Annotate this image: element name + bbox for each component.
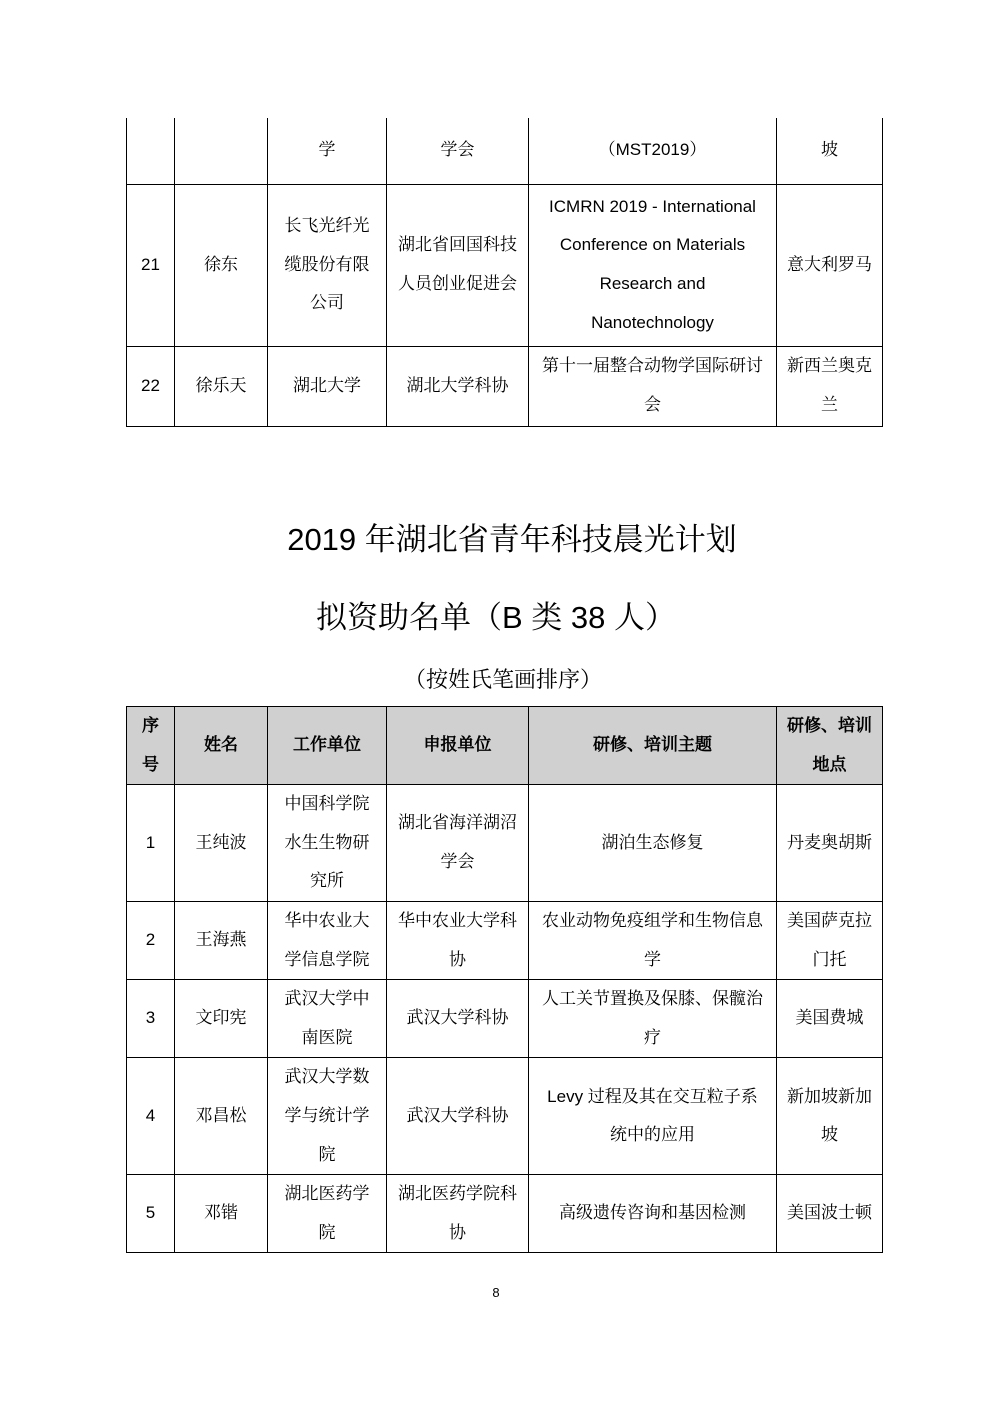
cell-location: 美国费城 — [777, 980, 883, 1058]
cell-location: 美国萨克拉门托 — [777, 901, 883, 979]
cell-applicant-unit: 学会 — [387, 118, 529, 184]
cell-no: 2 — [127, 901, 175, 979]
section-subtitle: （按姓氏笔画排序） — [403, 667, 602, 692]
cell-no: 21 — [127, 184, 175, 346]
cell-applicant-unit: 湖北省海洋湖沼学会 — [387, 785, 529, 902]
cell-topic: 第十一届整合动物学国际研讨会 — [529, 346, 777, 426]
table-row — [127, 901, 883, 979]
cell-topic: （MST2019） — [529, 118, 777, 184]
cell-location: 新西兰奥克兰 — [777, 346, 883, 426]
cell-applicant-unit: 武汉大学科协 — [387, 980, 529, 1058]
table-row — [127, 980, 883, 1058]
cell-name: 徐东 — [175, 184, 268, 346]
cell-no: 3 — [127, 980, 175, 1058]
table-row — [127, 118, 883, 184]
cell-topic: 湖泊生态修复 — [529, 785, 777, 902]
page-number: 8 — [492, 1285, 500, 1300]
cell-no — [127, 118, 175, 184]
cell-name: 徐乐天 — [175, 346, 268, 426]
cell-topic: 人工关节置换及保膝、保髋治疗 — [529, 980, 777, 1058]
header-name: 姓名 — [175, 707, 268, 785]
table-row — [127, 1058, 883, 1175]
header-no: 序号 — [127, 707, 175, 785]
cell-location: 新加坡新加坡 — [777, 1058, 883, 1175]
cell-work-unit: 中国科学院水生生物研究所 — [268, 785, 387, 902]
table-row — [127, 346, 883, 426]
header-work-unit: 工作单位 — [268, 707, 387, 785]
table-row — [127, 1175, 883, 1253]
continued-table — [126, 118, 883, 427]
cell-location: 丹麦奥胡斯 — [777, 785, 883, 902]
cell-applicant-unit: 华中农业大学科协 — [387, 901, 529, 979]
cell-topic: 农业动物免疫组学和生物信息学 — [529, 901, 777, 979]
cell-location: 美国波士顿 — [777, 1175, 883, 1253]
cell-name: 王纯波 — [175, 785, 268, 902]
cell-no: 22 — [127, 346, 175, 426]
header-location: 研修、培训地点 — [777, 707, 883, 785]
grant-list-table — [126, 706, 883, 1253]
cell-topic: 高级遗传咨询和基因检测 — [529, 1175, 777, 1253]
cell-work-unit: 华中农业大学信息学院 — [268, 901, 387, 979]
cell-name — [175, 118, 268, 184]
header-applicant-unit: 申报单位 — [387, 707, 529, 785]
cell-topic: ICMRN 2019 - International Conference on Materials Research and Nanotechnology — [529, 184, 777, 346]
cell-work-unit: 湖北医药学院 — [268, 1175, 387, 1253]
header-topic: 研修、培训主题 — [529, 707, 777, 785]
cell-location: 意大利罗马 — [777, 184, 883, 346]
cell-work-unit: 武汉大学中南医院 — [268, 980, 387, 1058]
cell-name: 邓锴 — [175, 1175, 268, 1253]
cell-applicant-unit: 湖北医药学院科协 — [387, 1175, 529, 1253]
cell-no: 4 — [127, 1058, 175, 1175]
cell-work-unit: 学 — [268, 118, 387, 184]
cell-topic: Levy 过程及其在交互粒子系统中的应用 — [529, 1058, 777, 1175]
section-title-line1: 2019 年湖北省青年科技晨光计划 — [287, 522, 737, 557]
cell-work-unit: 长飞光纤光缆股份有限公司 — [268, 184, 387, 346]
cell-location: 坡 — [777, 118, 883, 184]
cell-applicant-unit: 湖北大学科协 — [387, 346, 529, 426]
cell-work-unit: 湖北大学 — [268, 346, 387, 426]
cell-name: 王海燕 — [175, 901, 268, 979]
cell-name: 文印宪 — [175, 980, 268, 1058]
cell-no: 5 — [127, 1175, 175, 1253]
cell-applicant-unit: 武汉大学科协 — [387, 1058, 529, 1175]
cell-name: 邓昌松 — [175, 1058, 268, 1175]
section-title-line2: 拟资助名单（B 类 38 人） — [316, 600, 676, 635]
table-row — [127, 184, 883, 346]
cell-no: 1 — [127, 785, 175, 902]
cell-work-unit: 武汉大学数学与统计学院 — [268, 1058, 387, 1175]
cell-applicant-unit: 湖北省回国科技人员创业促进会 — [387, 184, 529, 346]
table-header-row — [127, 707, 883, 785]
table-row — [127, 785, 883, 902]
